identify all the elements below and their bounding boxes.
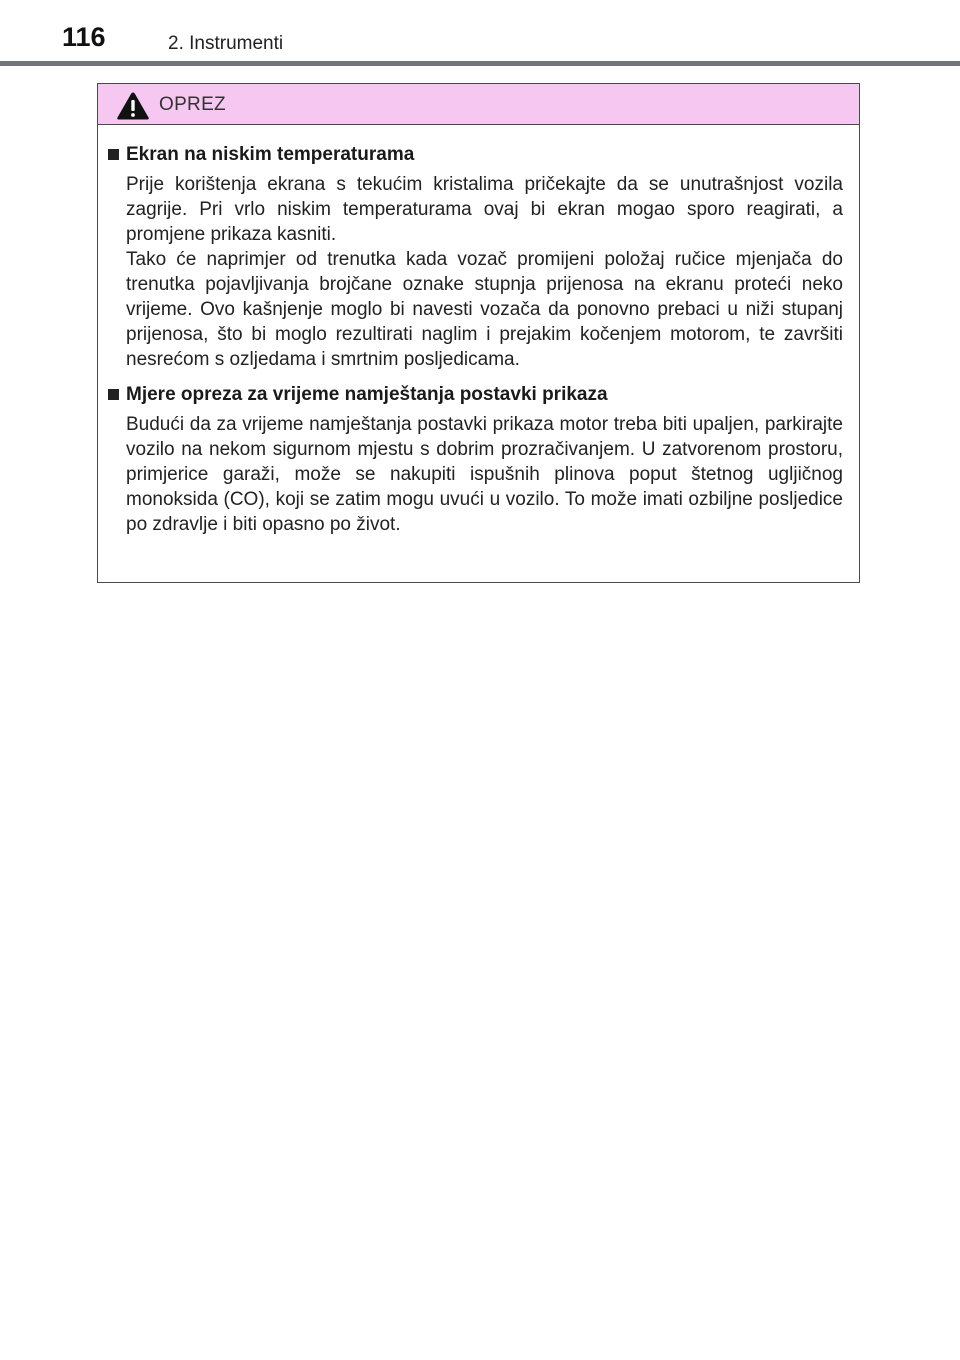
caution-title: OPREZ [159, 94, 226, 115]
item-heading-text: Mjere opreza za vrijeme namještanja postavki prikaza [126, 384, 608, 405]
item-text [106, 412, 843, 537]
caution-header [98, 84, 859, 125]
page-number: 116 [62, 22, 106, 52]
caution-body [98, 125, 859, 537]
item-paragraph: Prije korištenja ekrana s tekućim kristalima pričekajte da se unutrašnjost vozila zagrije. Pri vrlo niskim temperaturama ovaj bi ekran mogao sporo reagirati, a promjene prikaza kasniti. [126, 174, 843, 245]
caution-item [106, 383, 843, 537]
warning-triangle-icon [116, 91, 150, 121]
item-heading [106, 383, 843, 407]
item-paragraph: Tako će naprimjer od trenutka kada vozač promijeni položaj ručice mjenjača do trenutka pojavljivanja brojčane oznake stupnja prijenosa na ekranu proteći neko vrijeme. Ovo kašnjenje moglo bi navesti vozača da ponovno prebaci u niži stupanj prijenosa, što bi moglo rezultirati naglim i prejakim kočenjem motorom, te završiti nesrećom s ozljedama i smrtnim posljedicama. [126, 249, 843, 370]
item-heading [106, 143, 843, 167]
section-title: 2. Instrumenti [168, 33, 284, 54]
header-rule [0, 61, 960, 66]
caution-item [106, 143, 843, 372]
caution-box [97, 83, 860, 583]
bullet-square-icon [108, 389, 119, 400]
page-header [0, 0, 960, 60]
item-paragraph: Budući da za vrijeme namještanja postavki prikaza motor treba biti upaljen, parkirajte vozilo na nekom sigurnom mjestu s dobrim prozračivanjem. U zatvorenom prostoru, primjerice garaži, može se nakupiti ispušnih plinova poput štetnog ugljičnog monoksida (CO), koji se zatim mogu uvući u vozilo. To može imati ozbiljne posljedice po zdravlje i biti opasno po život. [126, 414, 843, 535]
bullet-square-icon [108, 149, 119, 160]
item-heading-text: Ekran na niskim temperaturama [126, 144, 415, 165]
item-text [106, 172, 843, 372]
